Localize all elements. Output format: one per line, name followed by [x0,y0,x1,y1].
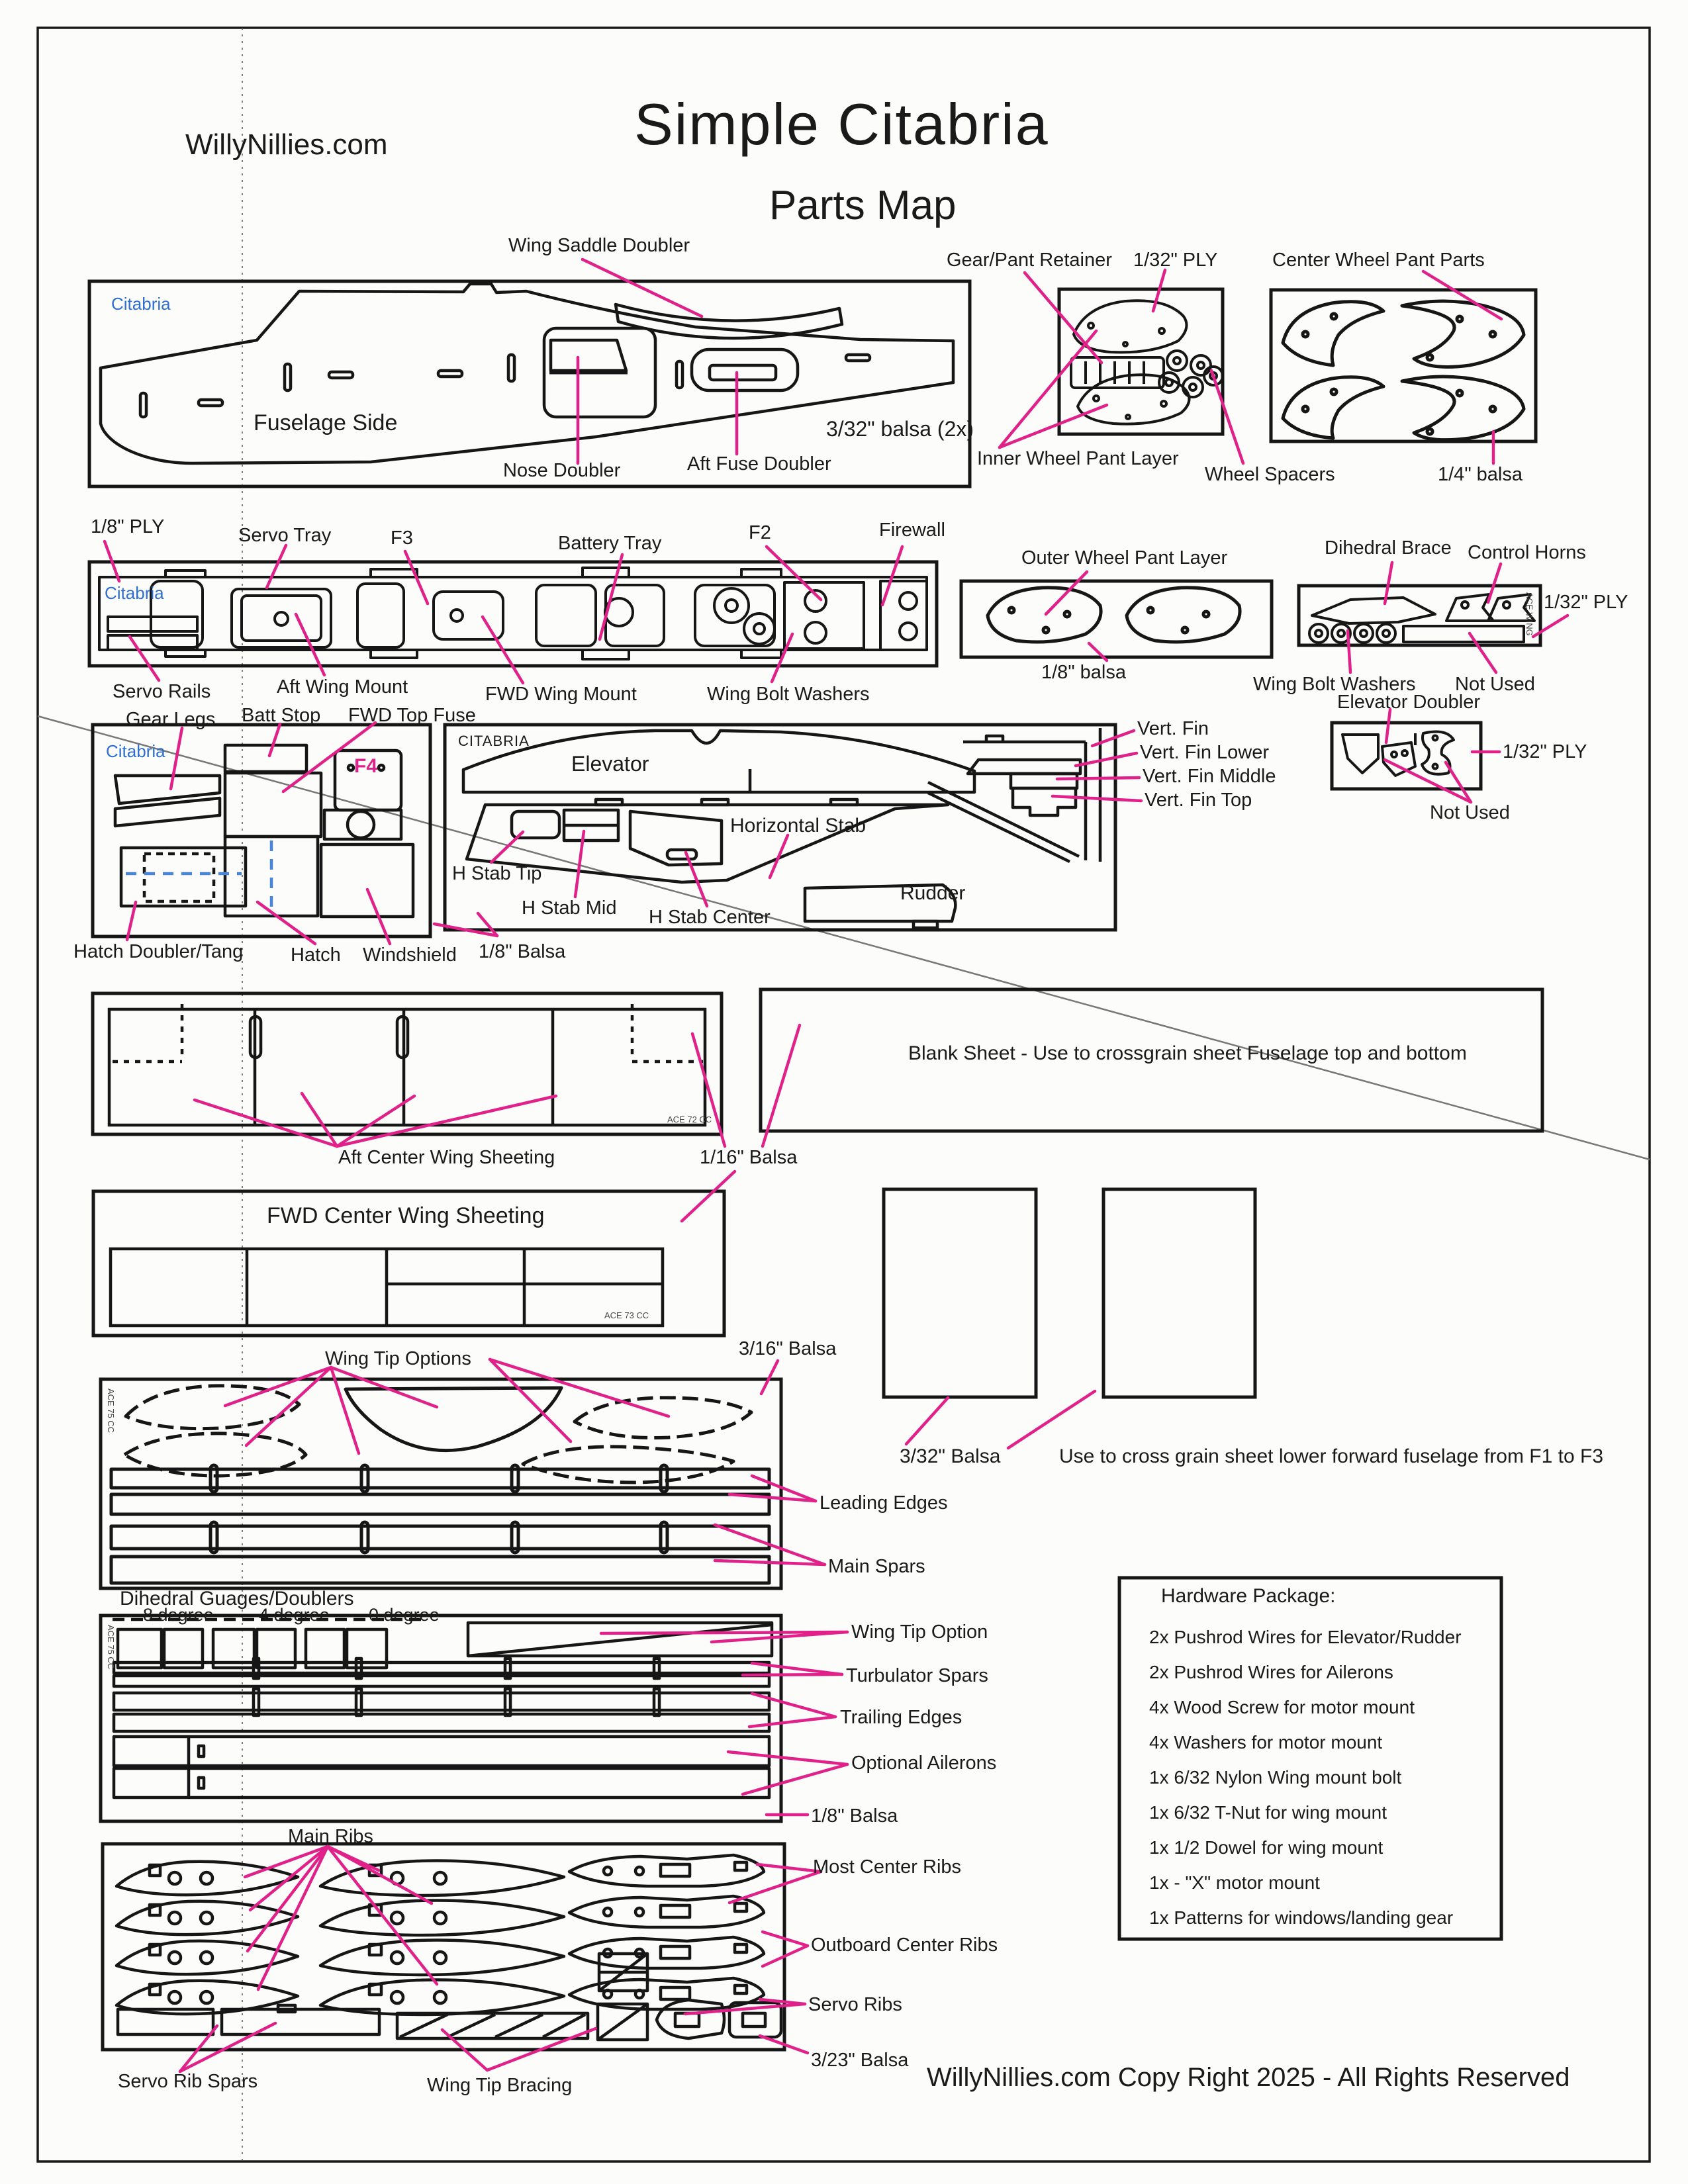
fuselage-parts [101,284,953,463]
rib-parts [117,1855,781,2040]
windshield-part [321,844,413,917]
label-firewall: Firewall [879,520,945,541]
leading-edge-strip [111,1494,769,1514]
outer-wheel-pant-sheet [961,581,1272,657]
inner-wheel-pant-parts [1071,300,1223,424]
label-elevator: Elevator [571,752,649,776]
label-balsa-316: 3/16" Balsa [739,1338,837,1359]
label-main-ribs: Main Ribs [288,1826,373,1847]
not-used-strip [1403,626,1524,642]
hardware-item: 1x Patterns for windows/landing gear [1149,1907,1454,1928]
vert-fin-parts [928,728,1100,862]
sheet-mark-ace73: ACE 73 CC [604,1310,649,1320]
label-balsa-18-row7: 1/8" Balsa [811,1805,898,1827]
brand-citabria-caps: CITABRIA [458,733,530,749]
outer-wheel-pant-parts [988,588,1240,642]
label-nose-doubler: Nose Doubler [503,460,621,481]
elevator-doubler-parts [1342,732,1454,776]
aft-sheeting-sheet [93,993,722,1134]
center-wheel-pant-sheet [1271,290,1536,441]
aft-sheeting-parts [109,1004,705,1125]
hardware-item: 4x Wood Screw for motor mount [1149,1697,1415,1717]
sheet-mark-ace-wing: ACE WING [1524,592,1534,636]
trailing-edge-strip [114,1693,769,1710]
vert-fin-middle-part [1011,774,1077,788]
label-windshield: Windshield [363,944,457,966]
label-main-spars: Main Spars [828,1556,925,1577]
turbulator-spar-strip [114,1676,769,1686]
label-wheel-spacers: Wheel Spacers [1205,464,1335,485]
label-fwd-top-fuse: FWD Top Fuse [348,705,476,726]
label-turbulator-spars: Turbulator Spars [846,1665,988,1686]
label-ply-132-b: 1/32" PLY [1544,592,1628,613]
main-spar-strip [111,1557,769,1583]
elevator-part [463,731,974,792]
label-battery-tray: Battery Tray [558,533,662,554]
label-ply-132-a: 1/32" PLY [1133,250,1218,271]
label-balsa-116: 1/16" Balsa [700,1147,798,1168]
wing-saddle-doubler-part [616,304,842,338]
hardware-item: 4x Washers for motor mount [1149,1732,1383,1752]
window-cutout [551,340,626,371]
label-4-degree: 4 degree [259,1605,330,1625]
label-dihedral-brace: Dihedral Brace [1325,537,1452,559]
aileron-strip [114,1737,769,1766]
hardware-item: 1x 6/32 T-Nut for wing mount [1149,1802,1387,1823]
battery-tray-part [536,585,596,646]
label-8-degree: 8 degree [143,1605,214,1625]
label-wing-bolt-washers-2: Wing Bolt Washers [1253,674,1416,695]
label-not-used-2: Not Used [1430,802,1510,823]
label-hatch-doubler-tang: Hatch Doubler/Tang [73,941,244,962]
trailing-edge-strip [114,1714,769,1731]
label-outboard-center-ribs: Outboard Center Ribs [811,1934,998,1956]
label-vert-fin-top: Vert. Fin Top [1145,790,1252,811]
aft-fuse-doubler-part [692,349,798,390]
label-0-degree: 0 degree [369,1605,440,1625]
servo-rail-part [108,617,197,631]
label-h-stab-center: H Stab Center [649,907,771,928]
label-elevator-doubler: Elevator Doubler [1337,692,1480,713]
vert-fin-lower-part [968,760,1080,774]
label-crossgrain-f1f3: Use to cross grain sheet lower forward fuselage from F1 to F3 [1059,1445,1604,1467]
label-balsa-332-2x: 3/32" balsa (2x) [826,417,974,441]
servo-rib-part [657,2000,724,2038]
label-f2: F2 [749,522,771,543]
label-optional-ailerons: Optional Ailerons [851,1752,997,1774]
sheet-mark-ace75-b: ACE 75 CC [106,1625,116,1670]
sheet-mark-ace72: ACE 72 CC [667,1115,712,1124]
label-vert-fin-lower: Vert. Fin Lower [1140,742,1270,763]
label-horizontal-stab: Horizontal Stab [730,815,867,837]
label-aft-wing-mount: Aft Wing Mount [277,676,408,698]
label-aft-fuse-doubler: Aft Fuse Doubler [687,453,831,475]
servo-tray-part [232,589,331,647]
aileron-strip [114,1768,769,1797]
fuselage-sheet [89,281,970,486]
label-balsa-18-row3: 1/8" Balsa [479,941,566,962]
brand-citabria-3: Citabria [106,741,165,761]
label-wing-bolt-washers-1: Wing Bolt Washers [707,684,870,705]
label-balsa-14: 1/4" balsa [1438,464,1523,485]
label-servo-tray: Servo Tray [238,525,332,546]
label-ply-132-c: 1/32" PLY [1503,741,1587,762]
label-wing-tip-option: Wing Tip Option [851,1621,988,1643]
dihedral-brace-parts [1309,594,1534,643]
label-servo-rails: Servo Rails [113,681,211,702]
label-not-used-1: Not Used [1455,674,1535,695]
label-balsa-18-lower: 1/8" balsa [1041,662,1126,683]
site-name: WillyNillies.com [185,128,388,161]
center-wheel-pant-parts-g [1283,301,1524,440]
control-horn-part [1446,594,1493,621]
label-outer-wheel-pant-layer: Outer Wheel Pant Layer [1021,547,1228,569]
page-title: Simple Citabria [634,91,1049,157]
label-h-stab-mid: H Stab Mid [522,897,617,919]
label-leading-edges: Leading Edges [820,1492,948,1514]
label-servo-rib-spars: Servo Rib Spars [118,2071,258,2092]
hardware-title: Hardware Package: [1161,1585,1336,1607]
label-wing-saddle-doubler: Wing Saddle Doubler [508,235,690,256]
label-fuselage-side: Fuselage Side [254,410,398,435]
f2-former [695,585,774,646]
dihedral-brace-part [1312,598,1435,623]
batt-stop-part [225,745,306,772]
label-inner-wheel-pant-layer: Inner Wheel Pant Layer [977,448,1179,469]
label-gear-pant-retainer: Gear/Pant Retainer [947,250,1112,271]
wing-sheet1-parts [111,1386,769,1583]
f3-former [357,584,404,647]
label-vert-fin-middle: Vert. Fin Middle [1143,766,1276,787]
sheet-mark-ace75-a: ACE 75 CC [106,1388,116,1433]
label-wing-tip-bracing: Wing Tip Bracing [427,2075,573,2096]
label-f3: F3 [391,527,413,549]
label-gear-legs: Gear Legs [126,709,216,730]
label-control-horns: Control Horns [1468,542,1586,563]
label-hatch: Hatch [291,944,341,966]
label-balsa-332: 3/32" Balsa [900,1445,1001,1467]
label-trailing-edges: Trailing Edges [840,1707,962,1728]
label-fwd-wing-mount: FWD Wing Mount [485,684,637,705]
label-ply-18: 1/8" PLY [91,516,165,537]
label-center-wheel-pant-parts: Center Wheel Pant Parts [1272,250,1485,271]
brand-citabria-1: Citabria [111,294,171,314]
label-fwd-center-wing-sheeting: FWD Center Wing Sheeting [267,1203,545,1228]
fwd-sheeting-parts [111,1249,663,1326]
label-wing-tip-options: Wing Tip Options [325,1348,471,1369]
label-blank-sheet-note: Blank Sheet - Use to crossgrain sheet Fuselage top and bottom [908,1042,1467,1064]
label-dihedral-guages: Dihedral Guages/Doublers [120,1588,354,1610]
label-f4: F4 [354,755,378,777]
wing-sheet2-parts [113,1619,772,1797]
hardware-item: 1x 6/32 Nylon Wing mount bolt [1149,1767,1402,1788]
label-aft-center-wing-sheeting: Aft Center Wing Sheeting [338,1147,555,1168]
label-vert-fin: Vert. Fin [1137,718,1209,739]
hardware-item: 1x 1/2 Dowel for wing mount [1149,1837,1383,1858]
fwd-top-fuse-part [225,773,321,837]
label-balsa-323: 3/23" Balsa [811,2050,909,2071]
label-most-center-ribs: Most Center Ribs [813,1856,962,1878]
hardware-item: 2x Pushrod Wires for Ailerons [1149,1662,1393,1682]
dihedral-brace-sheet [1299,586,1540,645]
brand-citabria-2: Citabria [105,583,164,603]
copyright-footer: WillyNillies.com Copy Right 2025 - All Rights Reserved [927,2063,1570,2092]
label-batt-stop: Batt Stop [242,705,321,726]
vert-fin-top-part [1013,788,1076,815]
hardware-item: 1x - "X" motor mount [1149,1872,1320,1893]
hatch-doubler-part [121,848,246,906]
label-servo-ribs: Servo Ribs [808,1994,902,2015]
hardware-item: 2x Pushrod Wires for Elevator/Rudder [1149,1627,1462,1647]
balsa-332-sheet-a [884,1189,1036,1397]
h-stab-center-part [630,811,722,865]
servo-rib-spar-part [222,2009,379,2034]
balsa-332-sheet-b [1103,1189,1255,1397]
page-frame [38,28,1650,2161]
page-subtitle: Parts Map [769,183,957,228]
label-rudder: Rudder [900,882,966,904]
label-h-stab-tip: H Stab Tip [452,863,542,884]
